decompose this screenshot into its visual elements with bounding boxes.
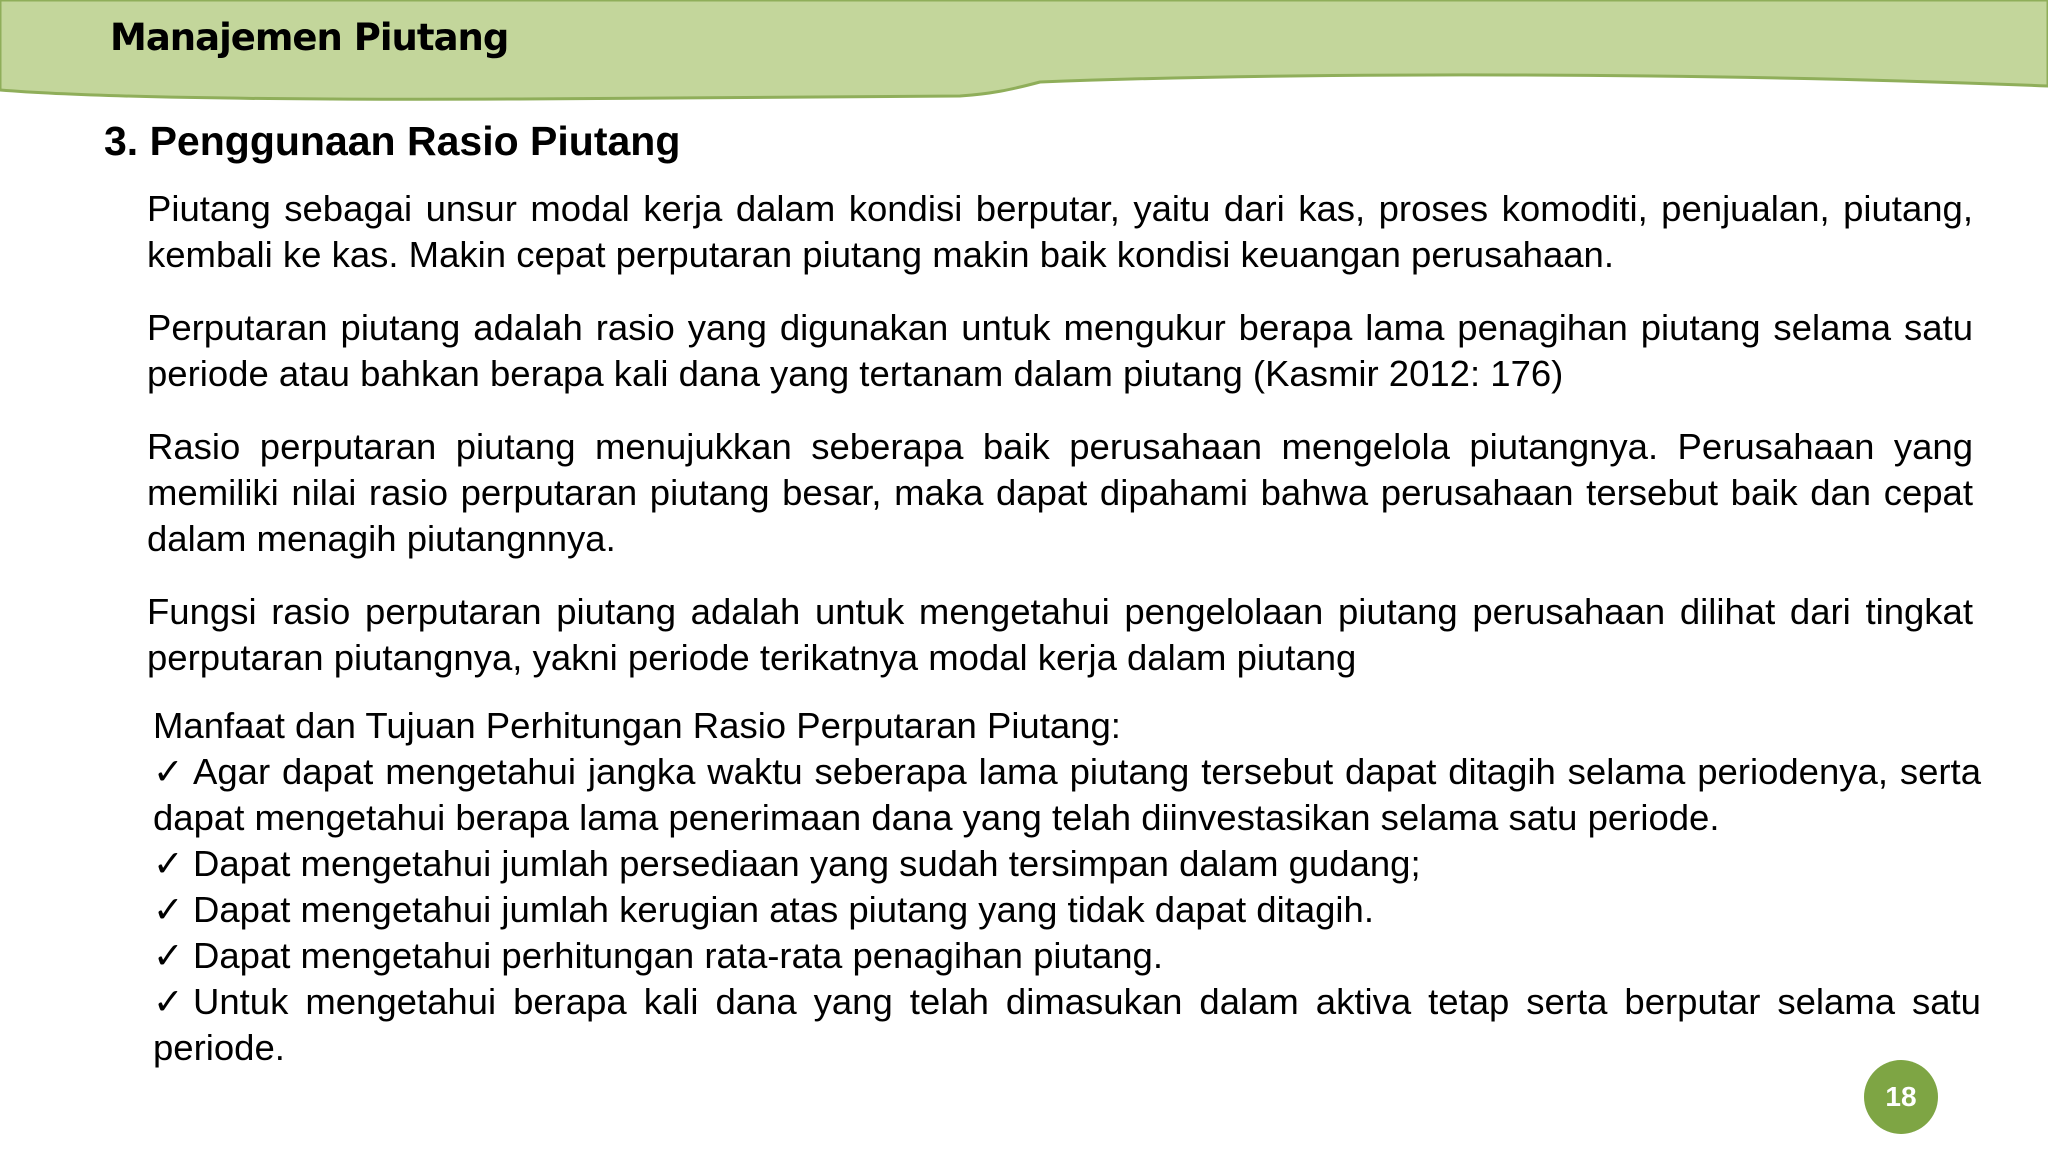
paragraph-3: Rasio perputaran piutang menujukkan seberapa baik perusahaan mengelola piutangnya. Perusahaan yang memiliki nilai rasio perputaran piutang besar, maka dapat dipahami bahwa perusahaan tersebut baik dan cepat dalam menagih piutangnnya. [147,426,1973,559]
benefit-item-5 [153,979,1981,1071]
check-icon: ✓ [153,935,184,976]
benefit-item-1 [153,749,1981,841]
benefit-item-2 [153,841,1981,887]
check-icon: ✓ [153,751,184,792]
page-number: 18 [1885,1081,1917,1112]
benefits-list [153,703,1981,1071]
benefit-item-4 [153,933,1981,979]
paragraph-1: Piutang sebagai unsur modal kerja dalam kondisi berputar, yaitu dari kas, proses komoditi, penjualan, piutang, kembali ke kas. Makin cepat perputaran piutang makin baik kondisi keuangan perusahaan. [147,188,1973,275]
check-icon: ✓ [153,889,184,930]
benefit-text: Dapat mengetahui perhitungan rata-rata penagihan piutang. [193,935,1163,976]
benefits-intro: Manfaat dan Tujuan Perhitungan Rasio Perputaran Piutang: [153,705,1121,746]
slide-header-title: Manajemen Piutang [110,16,509,59]
benefit-text: Agar dapat mengetahui jangka waktu seberapa lama piutang tersebut dapat ditagih selama periodenya, serta dapat mengetahui berapa lama penerimaan dana yang telah diinvestasikan selama satu periode. [153,751,1981,838]
check-icon: ✓ [153,843,184,884]
paragraph-4: Fungsi rasio perputaran piutang adalah untuk mengetahui pengelolaan piutang perusahaan dilihat dari tingkat perputaran piutangnya, yakni periode terikatnya modal kerja dalam piutang [147,591,1973,678]
benefit-item-3 [153,887,1981,933]
paragraph-2: Perputaran piutang adalah rasio yang digunakan untuk mengukur berapa lama penagihan piutang selama satu periode atau bahkan berapa kali dana yang tertanam dalam piutang (Kasmir 2012: 176) [147,307,1973,394]
check-icon: ✓ [153,981,184,1022]
page-number-badge [1864,1060,1938,1134]
benefit-text: Untuk mengetahui berapa kali dana yang telah dimasukan dalam aktiva tetap serta berputar selama satu periode. [153,981,1981,1068]
benefit-text: Dapat mengetahui jumlah kerugian atas piutang yang tidak dapat ditagih. [193,889,1374,930]
benefit-text: Dapat mengetahui jumlah persediaan yang sudah tersimpan dalam gudang; [193,843,1421,884]
section-heading: 3. Penggunaan Rasio Piutang [104,118,681,164]
